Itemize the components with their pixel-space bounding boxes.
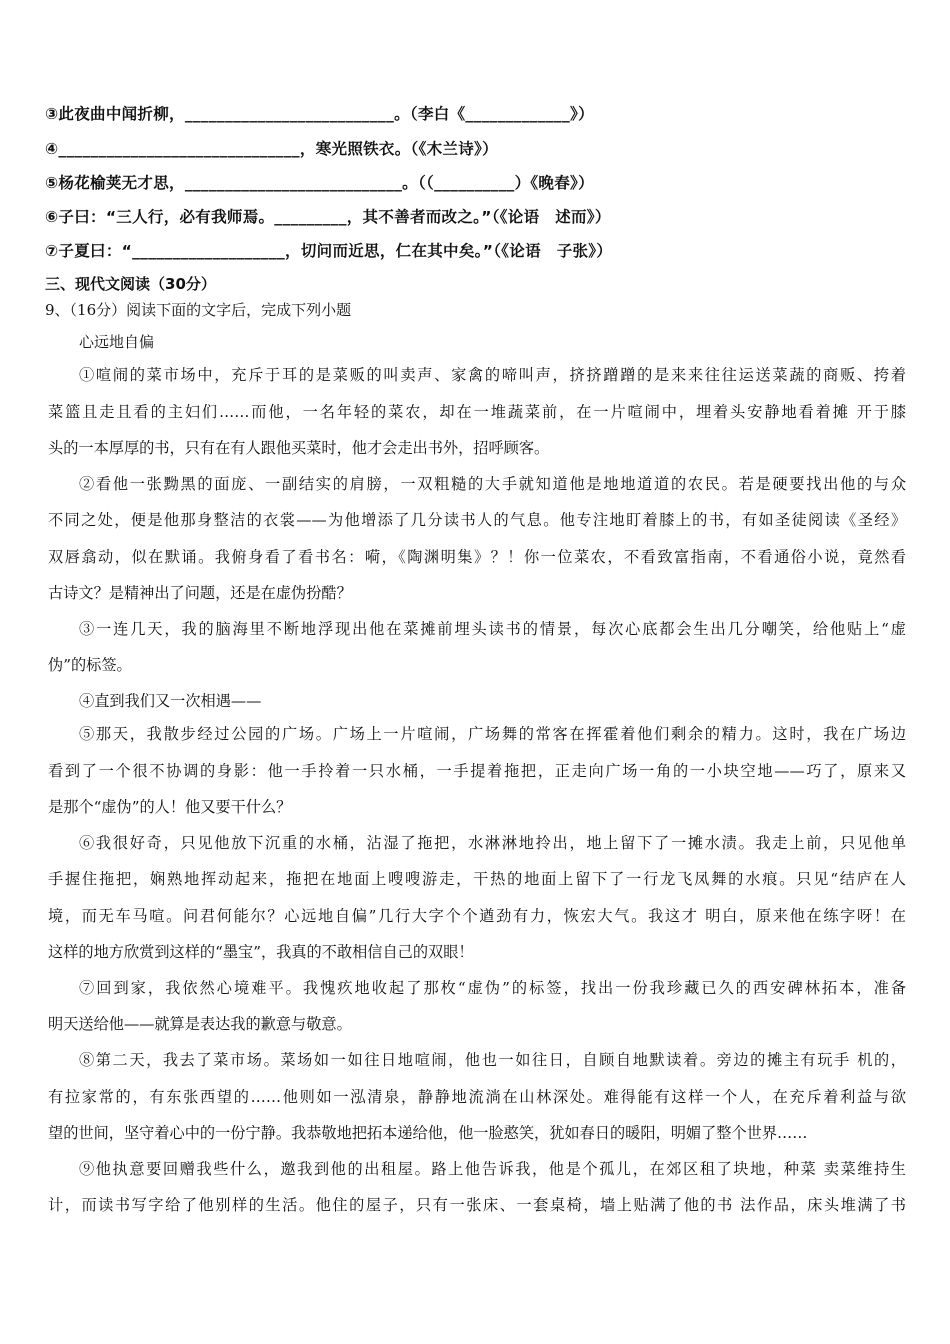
paragraph-line: ⑨他执意要回赠我些什么，邀我到他的出租屋。路上他告诉我，他是个孤儿，在郊区租了块地，种菜 卖菜维持生 (79, 1160, 906, 1178)
paragraph-line: 不同之处，便是他那身整洁的衣裳——为他增添了几分读书人的气息。他专注地盯着膝上的书，有如圣徒阅读《圣经》 (48, 511, 906, 529)
section-heading: 三、现代文阅读（30分） (45, 275, 216, 293)
paragraph-line: ⑥我很好奇，只见他放下沉重的水桶，沾湿了拖把，水淋淋地拎出，地上留下了一摊水渍。我走上前，只见他单 (79, 834, 906, 852)
fill-in-item-4: ④______________________________，寒光照铁衣。（《木兰诗》） (45, 140, 498, 158)
paragraph-line: 境，而无车马喧。问君何能尔？心远地自偏”几行大字个个遒劲有力，恢宏大气。我这才 明白，原来他在练字呀！在 (48, 907, 906, 925)
paragraph-line: 古诗文？是精神出了问题，还是在虚伪扮酷？ (48, 584, 352, 602)
paragraph-line: ⑦回到家，我依然心境难平。我愧疚地收起了那枚“虚伪”的标签，找出一份我珍藏已久的西安碑林拓本，准备 (79, 979, 906, 997)
paragraph-line: 有拉家常的，有东张西望的……他则如一泓清泉，静静地流淌在山林深处。难得能有这样一个人，在充斥着利益与欲 (48, 1088, 906, 1106)
fill-in-item-3: ③此夜曲中闻折柳，__________________________。（李白《_____________》） (45, 105, 594, 123)
paragraph-line: 看到了一个很不协调的身影：他一手拎着一只水桶，一手提着拖把，正走向广场一角的一小块空地——巧了，原来又 (48, 762, 906, 780)
paragraph-line: ⑧第二天，我去了菜市场。菜场如一如往日地喧闹，他也一如往日，自顾自地默读着。旁边的摊主有玩手 机的， (79, 1051, 906, 1069)
paragraph-line: 望的世间，坚守着心中的一份宁静。我恭敬地把拓本递给他，他一脸憨笑，犹如春日的暖阳，明媚了整个世界…… (48, 1124, 808, 1142)
fill-in-item-7: ⑦子夏曰：“___________________，切问而近思，仁在其中矣。”（《论语 子张》） (45, 242, 613, 260)
paragraph-line: 是那个“虚伪”的人！他又要干什么？ (48, 798, 292, 816)
paragraph-line: 手握住拖把，娴熟地挥动起来，拖把在地面上嗖嗖游走，干热的地面上留下了一行龙飞凤舞的水痕。只见“结庐在人 (48, 870, 906, 888)
paragraph-line: ②看他一张黝黑的面庞、一副结实的肩膀，一双粗糙的大手就知道他是地地道道的农民。若是硬要找出他的与众 (79, 475, 906, 493)
paragraph-line: ①喧闹的菜市场中，充斥于耳的是菜贩的叫卖声、家禽的啼叫声，挤挤蹭蹭的是来来往往运送菜蔬的商贩、挎着 (79, 366, 906, 384)
paragraph-line: 这样的地方欣赏到这样的“墨宝”，我真的不敢相信自己的双眼！ (48, 943, 474, 961)
paragraph-line: ⑤那天，我散步经过公园的广场。广场上一片喧闹，广场舞的常客在挥霍着他们剩余的精力。这时，我在广场边 (79, 725, 906, 743)
paragraph-line: 计，而读书写字给了他别样的生活。他住的屋子，只有一张床、一套桌椅，墙上贴满了他的书 法作品，床头堆满了书 (48, 1196, 906, 1214)
paragraph-line: ④直到我们又一次相遇—— (79, 692, 262, 710)
paragraph-line: 菜篮且走且看的主妇们……而他，一名年轻的菜农，却在一堆蔬菜前，在一片喧闹中，埋着头安静地看着摊 开于膝 (48, 403, 906, 421)
paragraph-line: 明天送给他——就算是表达我的歉意与敬意。 (48, 1015, 352, 1033)
paragraph-line: ③一连几天，我的脑海里不断地浮现出他在菜摊前埋头读书的情景，每次心底都会生出几分嘲笑，给他贴上“虚 (79, 620, 906, 638)
fill-in-item-6: ⑥子曰：“三人行，必有我师焉。_________，其不善者而改之。”（《论语 述而》） (45, 208, 611, 226)
question-prompt: 9、（16分）阅读下面的文字后，完成下列小题 (45, 301, 352, 319)
paragraph-line: 头的一本厚厚的书，只有在有人跟他买菜时，他才会走出书外，招呼顾客。 (48, 439, 550, 457)
paragraph-line: 双唇翕动，似在默诵。我俯身看了看书名：嗬，《陶渊明集》？！你一位菜农，不看致富指南，不看通俗小说，竟然看 (48, 548, 906, 566)
fill-in-item-5: ⑤杨花榆荚无才思，___________________________。（（__________）《晚春》） (45, 174, 594, 192)
essay-title: 心远地自偏 (79, 333, 155, 351)
paragraph-line: 伪”的标签。 (48, 656, 132, 674)
